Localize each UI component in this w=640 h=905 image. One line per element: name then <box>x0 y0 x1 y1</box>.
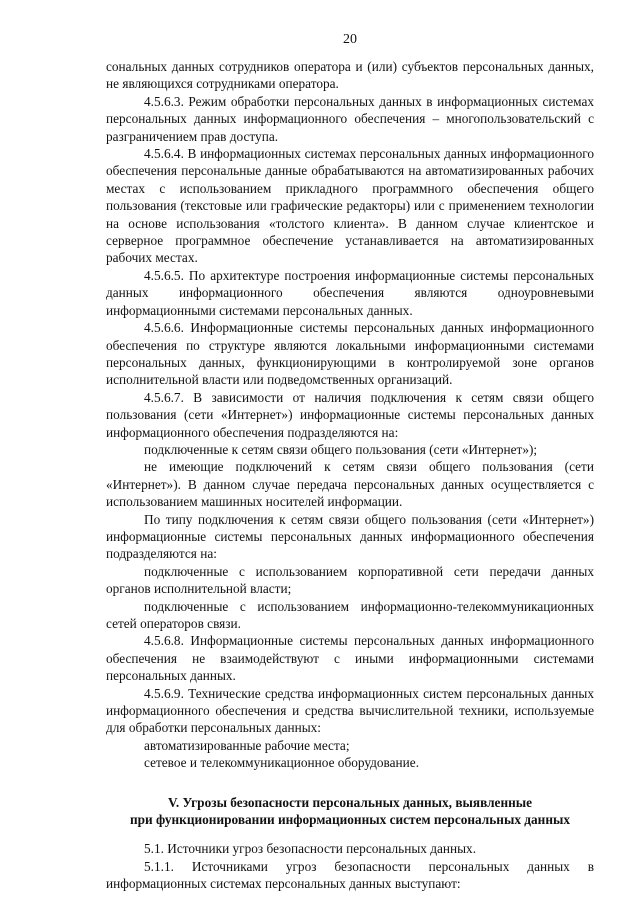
paragraph: подключенные с использованием корпоративной сети передачи данных органов исполнительной власти; <box>106 563 594 597</box>
paragraph: 5.1.1. Источниками угроз безопасности персональных данных в информационных системах персональных данных выступают: <box>106 858 594 892</box>
paragraph: подключенные к сетям связи общего пользования (сети «Интернет»); <box>144 441 538 457</box>
paragraph: не имеющие подключений к сетям связи общего пользования (сети «Интернет»). В данном случае передача персональных данных осуществляется с использованием машинных носителей информации. <box>106 459 594 510</box>
paragraph: сональных данных сотрудников оператора и (или) субъектов персональных данных, не являющихся сотрудниками оператора. <box>106 59 594 92</box>
paragraph: По типу подключения к сетям связи общего пользования (сети «Интернет») информационные системы персональных данных информационного обеспечения подразделяются на: <box>106 511 594 562</box>
paragraph: 5.1. Источники угроз безопасности персональных данных. <box>144 841 477 857</box>
body-text-after <box>106 840 594 892</box>
paragraph: сетевое и телекоммуникационное оборудование. <box>144 755 420 771</box>
body-text-before <box>106 58 594 772</box>
paragraph: 4.5.6.7. В зависимости от наличия подключения к сетям связи общего пользования (сети «Интернет») информационные системы персональных данных информационного обеспечения подразделяются на: <box>106 389 594 440</box>
paragraph: 4.5.6.9. Технические средства информационных систем персональных данных информационного обеспечения и средства вычислительной техники, используемые для обработки персональных данных: <box>106 685 594 736</box>
paragraph: 4.5.6.8. Информационные системы персональных данных информационного обеспечения не взаимодействуют с иными информационными системами персональных данных. <box>106 633 594 684</box>
paragraph: 4.5.6.3. Режим обработки персональных данных в информационных системах персональных данных информационного обеспечения – многопользовательский с разграничением прав доступа. <box>106 93 594 144</box>
paragraph: подключенные с использованием информационно-телекоммуникационных сетей операторов связи. <box>106 598 594 631</box>
paragraph: 4.5.6.6. Информационные системы персональных данных информационного обеспечения по структуре являются локальными информационными системами персональных данных, функционирующими в контролируемой зоне органов исполнительной власти или подведомственных организаций. <box>106 320 594 388</box>
section-heading-line-2: при функционировании информационных систем персональных данных <box>129 812 571 828</box>
paragraph: 4.5.6.5. По архитектуре построения информационные системы персональных данных информационного обеспечения являются одноуровневыми информационными системами персональных данных. <box>106 267 594 318</box>
paragraph: автоматизированные рабочие места; <box>144 737 350 753</box>
section-heading-line-1: V. Угрозы безопасности персональных данных, выявленные <box>167 794 533 810</box>
page-number: 20 <box>343 32 357 47</box>
section-heading <box>106 794 594 829</box>
paragraph: 4.5.6.4. В информационных системах персональных данных информационного обеспечения персональные данные обрабатываются на автоматизированных рабочих местах с использованием прикладного программного обеспечения общего пользования (текстовые или графические редакторы) или с применением технологии на основе использования «толстого клиента». В данном случае клиентское и серверное программное обеспечение устанавливается на автоматизированных рабочих местах. <box>106 146 594 266</box>
